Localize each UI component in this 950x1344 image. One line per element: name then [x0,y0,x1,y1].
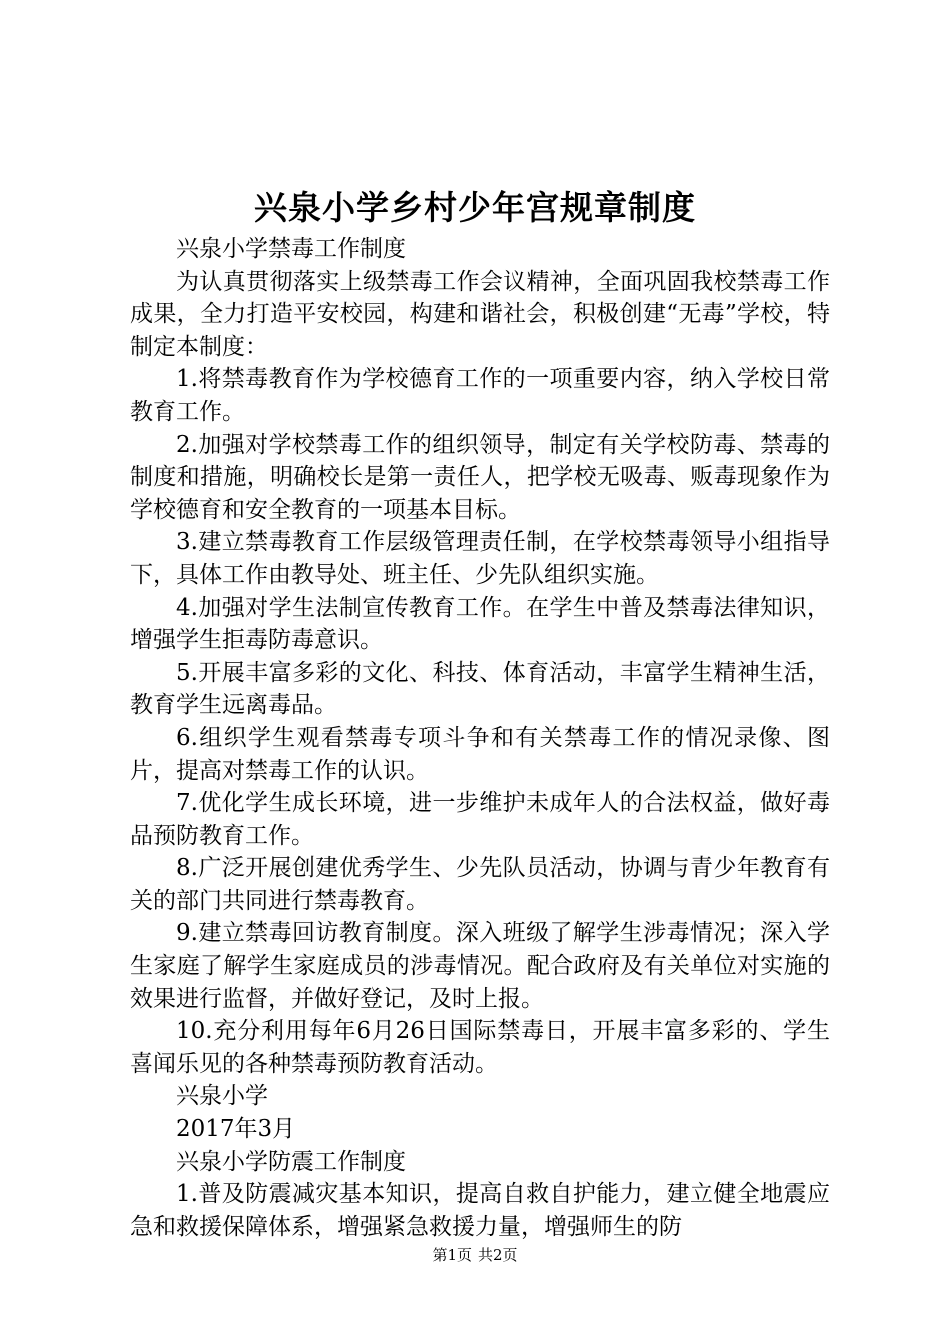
rule-item-3: 3.建立禁毒教育工作层级管理责任制，在学校禁毒领导小组指导下，具体工作由教导处、班主任、少先队组织实施。 [130,529,830,588]
page-footer [0,1243,950,1267]
intro-paragraph: 为认真贯彻落实上级禁毒工作会议精神，全面巩固我校禁毒工作成果，全力打造平安校园，构建和谐社会，积极创建“无毒”学校，特制定本制度： [130,268,830,360]
rule-item-6: 6.组织学生观看禁毒专项斗争和有关禁毒工作的情况录像、图片，提高对禁毒工作的认识。 [130,724,830,784]
page-number: 第1页 [432,1246,472,1264]
document-title: 兴泉小学乡村少年宫规章制度 [254,188,696,227]
signature-school: 兴泉小学 [176,1083,268,1110]
rule-item-9: 9.建立禁毒回访教育制度。深入班级了解学生涉毒情况；深入学生家庭了解学生家庭成员的涉毒情况。配合政府及有关单位对实施的效果进行监督，并做好登记，及时上报。 [130,920,830,1012]
rule-item-7: 7.优化学生成长环境，进一步维护未成年人的合法权益，做好毒品预防教育工作。 [130,790,830,849]
rule-item-10: 10.充分利用每年6月26日国际禁毒日，开展丰富多彩的、学生喜闻乐见的各种禁毒预防教育活动。 [130,1018,830,1077]
earthquake-rule-item-1: 1.普及防震减灾基本知识，提高自救自护能力，建立健全地震应急和救援保障体系，增强紧急救援力量，增强师生的防 [130,1181,830,1240]
signature-date: 2017年3月 [176,1116,296,1143]
page-total: 共2页 [478,1246,518,1264]
rule-item-2: 2.加强对学校禁毒工作的组织领导，制定有关学校防毒、禁毒的制度和措施，明确校长是第一责任人，把学校无吸毒、贩毒现象作为学校德育和安全教育的一项基本目标。 [130,431,830,523]
rule-item-8: 8.广泛开展创建优秀学生、少先队员活动，协调与青少年教育有关的部门共同进行禁毒教育。 [130,855,830,914]
section-heading-earthquake: 兴泉小学防震工作制度 [176,1148,406,1175]
rule-item-4: 4.加强对学生法制宣传教育工作。在学生中普及禁毒法律知识，增强学生拒毒防毒意识。 [130,594,830,654]
rule-item-1: 1.将禁毒教育作为学校德育工作的一项重要内容，纳入学校日常教育工作。 [130,366,830,425]
document-body [130,233,830,1243]
section-heading-antidrug: 兴泉小学禁毒工作制度 [176,236,406,262]
rule-item-5: 5.开展丰富多彩的文化、科技、体育活动，丰富学生精神生活，教育学生远离毒品。 [130,659,830,719]
